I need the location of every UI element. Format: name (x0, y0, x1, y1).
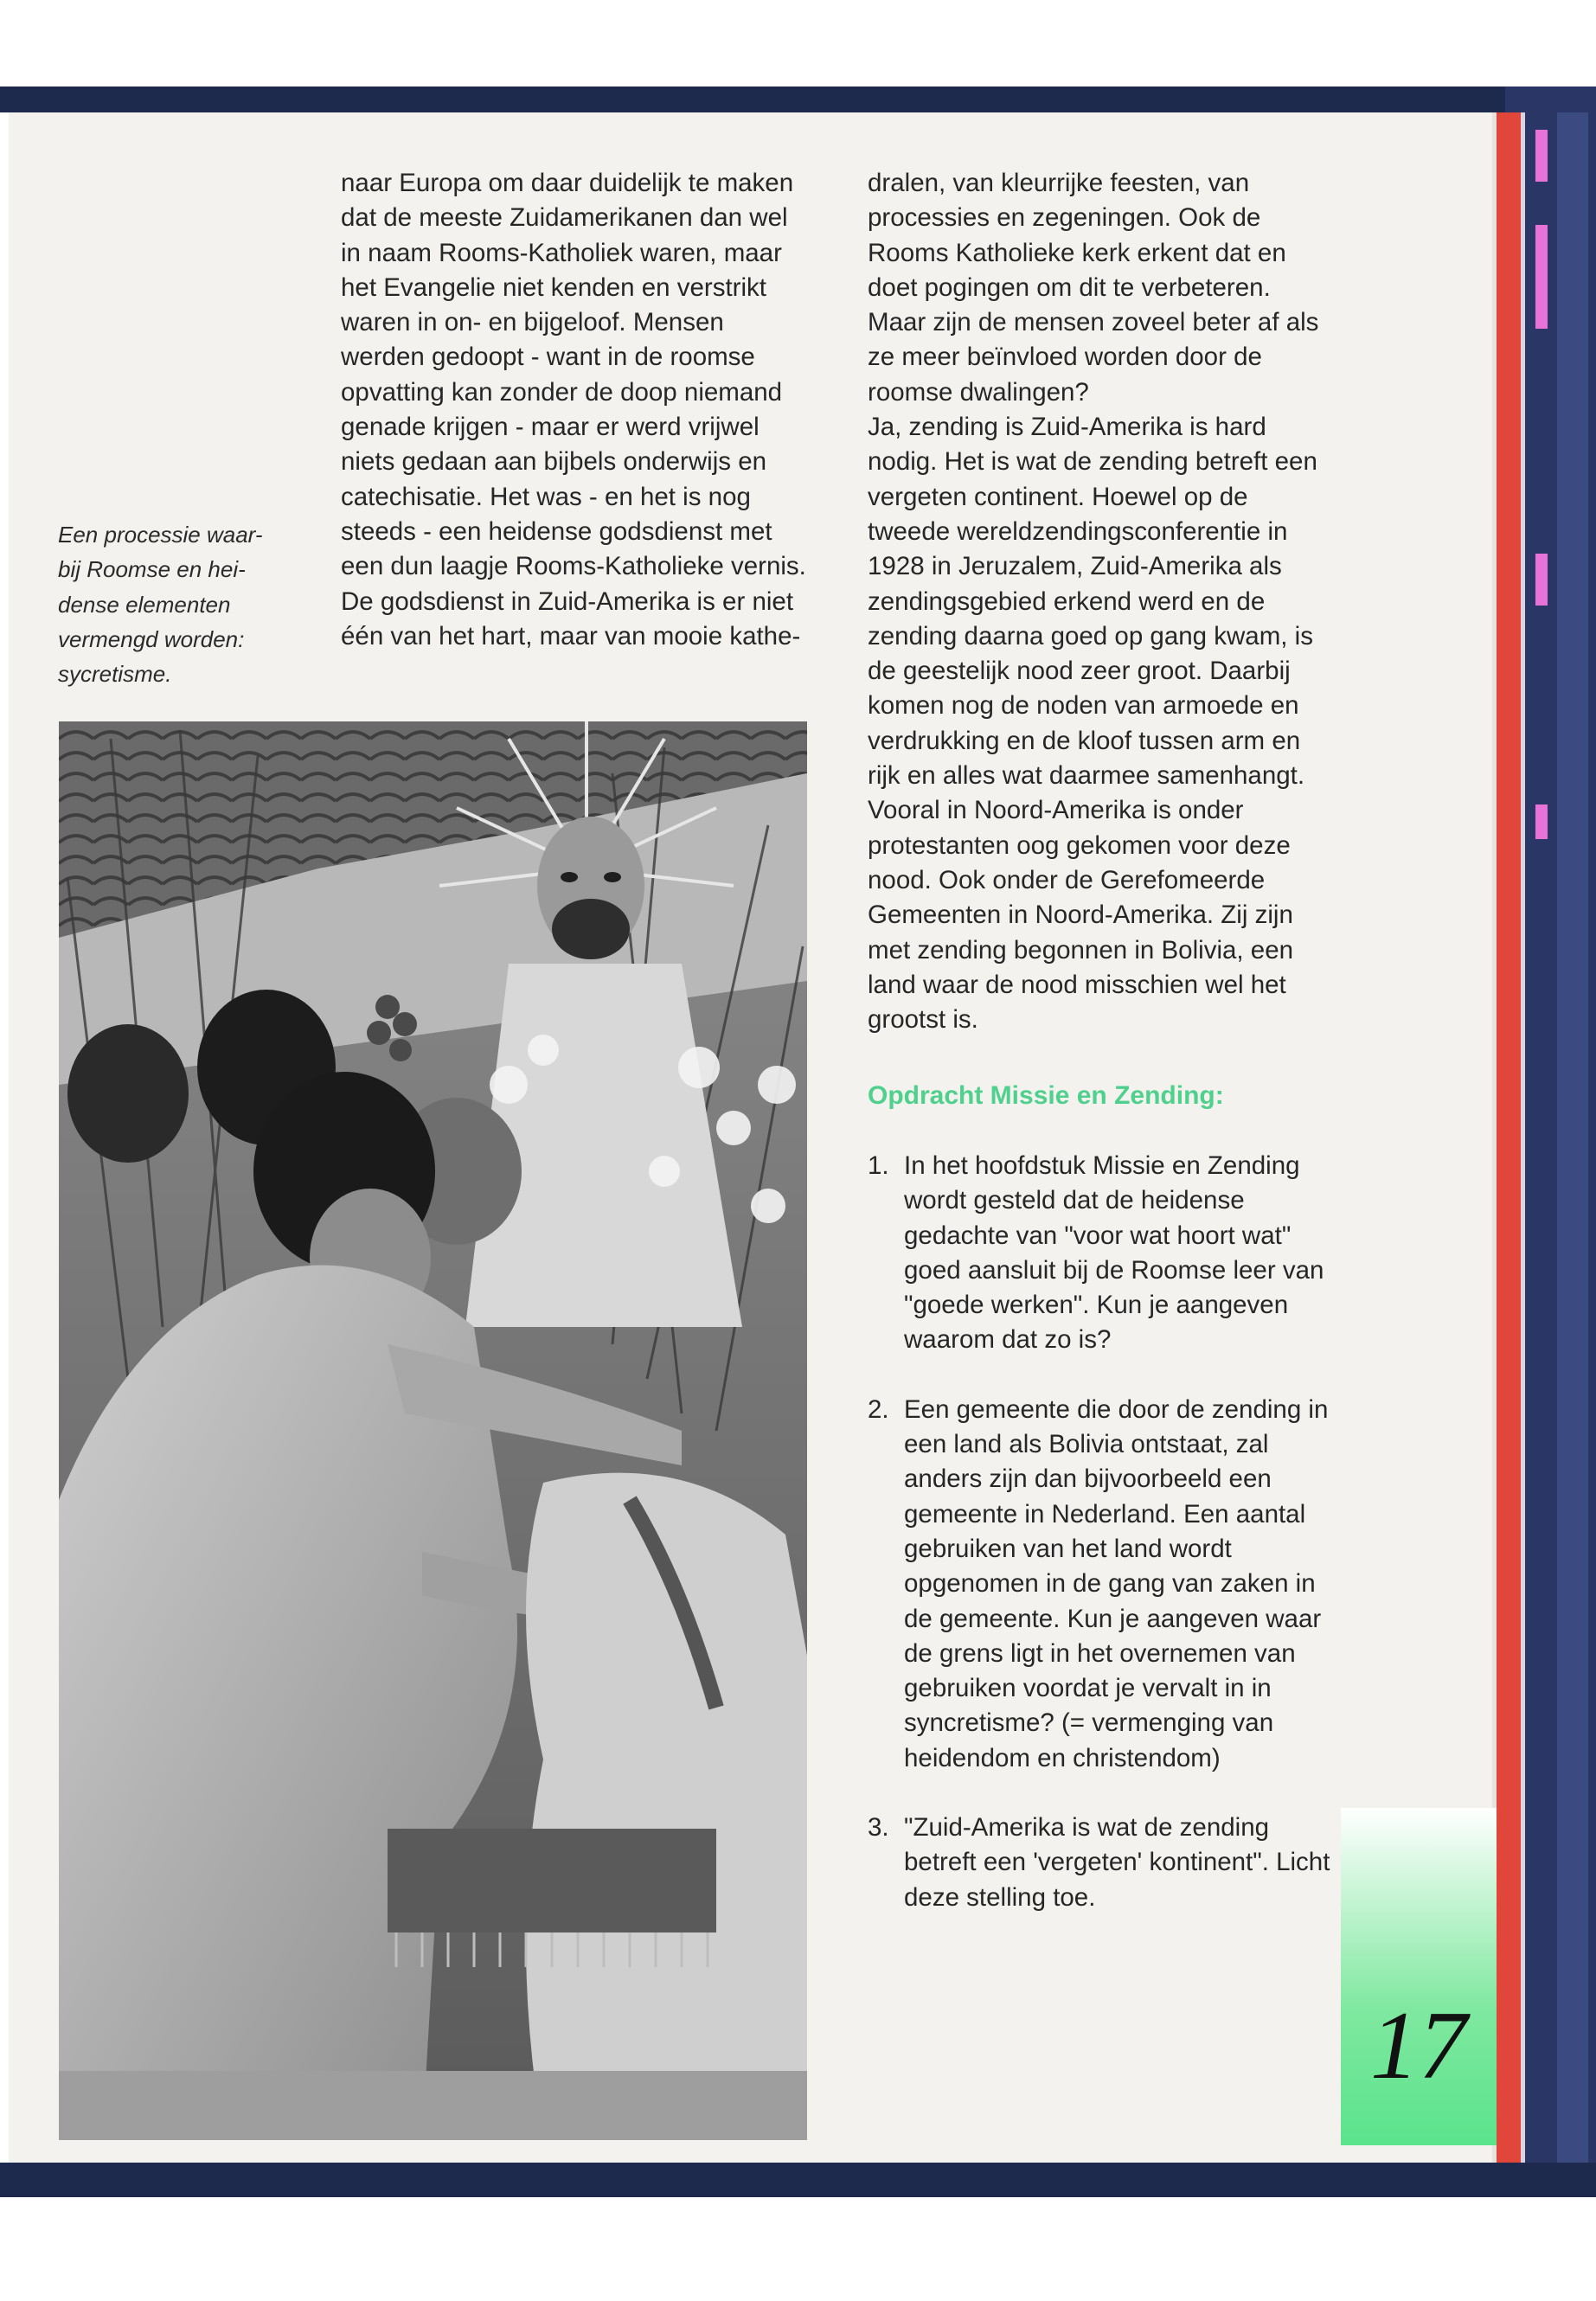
book-cover-top (0, 87, 1596, 112)
photo-caption (58, 517, 274, 691)
pink-tab-mark (1535, 130, 1548, 182)
book-cover-bottom (0, 2163, 1596, 2197)
paragraph: Ja, zending is Zuid-Amerika is hard nodig. Het is wat de zending betreft een vergeten continent. Hoewel op de tweede wereldzendingsconferentie in 1928 in Jeruzalem, Zuid-Amerika als zendingsgebied erkend werd en de zending daarna goed op gang kwam, is de geestelijk nood zeer groot. Daarbij komen nog de noden van armoede en verdrukking en de kloof tussen arm en rijk en alles wat daarmee samenhangt. Vooral in Noord-Amerika is onder protestanten oog gekomen voor deze nood. Ook onder de Gerefomeerde Gemeenten in Noord-Amerika. Zij zijn met zending begonnen in Bolivia, een land waar de nood misschien wel het grootst is. (868, 413, 1317, 1035)
text-column-middle (341, 166, 812, 654)
assignment-item (868, 1149, 1335, 1358)
procession-photo-illustration (59, 721, 807, 2140)
assignment-list (868, 1149, 1335, 1950)
assignment-item (868, 1393, 1335, 1776)
item-text: "Zuid-Amerika is wat de zending betreft een 'vergeten' kontinent". Licht deze stelling toe. (904, 1813, 1330, 1912)
pink-tab-mark (1535, 804, 1548, 839)
caption-line: sycretisme. (58, 661, 172, 688)
item-number: 2. (868, 1394, 889, 1424)
item-text: In het hoofdstuk Missie en Zending wordt gesteld dat de heidense gedachte van "voor wat hoort wat" goed aansluit bij de Roomse leer van "goede werken". Kun je aangeven waarom dat zo is? (904, 1151, 1324, 1355)
paragraph: De godsdienst in Zuid-Amerika is er niet één van het hart, maar van mooie kathe- (341, 586, 801, 651)
red-edge-strip (1497, 112, 1521, 2163)
pink-tab-mark (1535, 554, 1548, 606)
page-number: 17 (1370, 1992, 1467, 2099)
assignment-item (868, 1811, 1335, 1915)
paragraph: dralen, van kleurrijke feesten, van processies en zegeningen. Ook de Rooms Katholieke kerk erkent dat en doet pogingen om dit te verbeteren. Maar zijn de mensen zoveel beter af als ze meer beïnvloed worden door de roomse dwalingen? (868, 169, 1319, 407)
paragraph: naar Europa om daar duidelijk te maken dat de meeste Zuidamerikanen dan wel in naam Rooms-Katholiek waren, maar het Evangelie niet kenden en verstrikt waren in on- en bijgeloof. Mensen werden gedoopt - want in de roomse opvatting kan zonder de doop niemand genade krijgen - maar er werd vrijwel niets gedaan aan bijbels onderwijs en catechisatie. Het was - en het is nog steeds - een heidense godsdienst met een dun laagje Rooms-Katholieke vernis. (341, 169, 806, 581)
caption-line: bij Roomse en hei- (58, 556, 246, 583)
caption-line: Een processie waar- (58, 522, 263, 548)
item-number: 3. (868, 1813, 889, 1843)
procession-photo (59, 721, 807, 2140)
pink-tab-mark (1535, 225, 1548, 329)
item-text: Een gemeente die door de zending in een land als Bolivia ontstaat, zal anders zijn dan bijvoorbeeld een gemeente in Nederland. Een aantal gebruiken van het land wordt opgenomen in de gang van zaken in de gemeente. Kun je aangeven waar de grens ligt in het overnemen van gebruiken voordat je vervalt in in syncretisme? (= vermenging van heidendom en christendom) (904, 1394, 1329, 1772)
item-number: 1. (868, 1151, 889, 1180)
book-cover-lining (1557, 112, 1588, 2163)
assignment-heading: Opdracht Missie en Zending: (868, 1081, 1224, 1110)
text-column-right (868, 166, 1335, 1037)
caption-line: dense elementen (58, 591, 231, 618)
caption-line: vermengd worden: (58, 625, 245, 652)
